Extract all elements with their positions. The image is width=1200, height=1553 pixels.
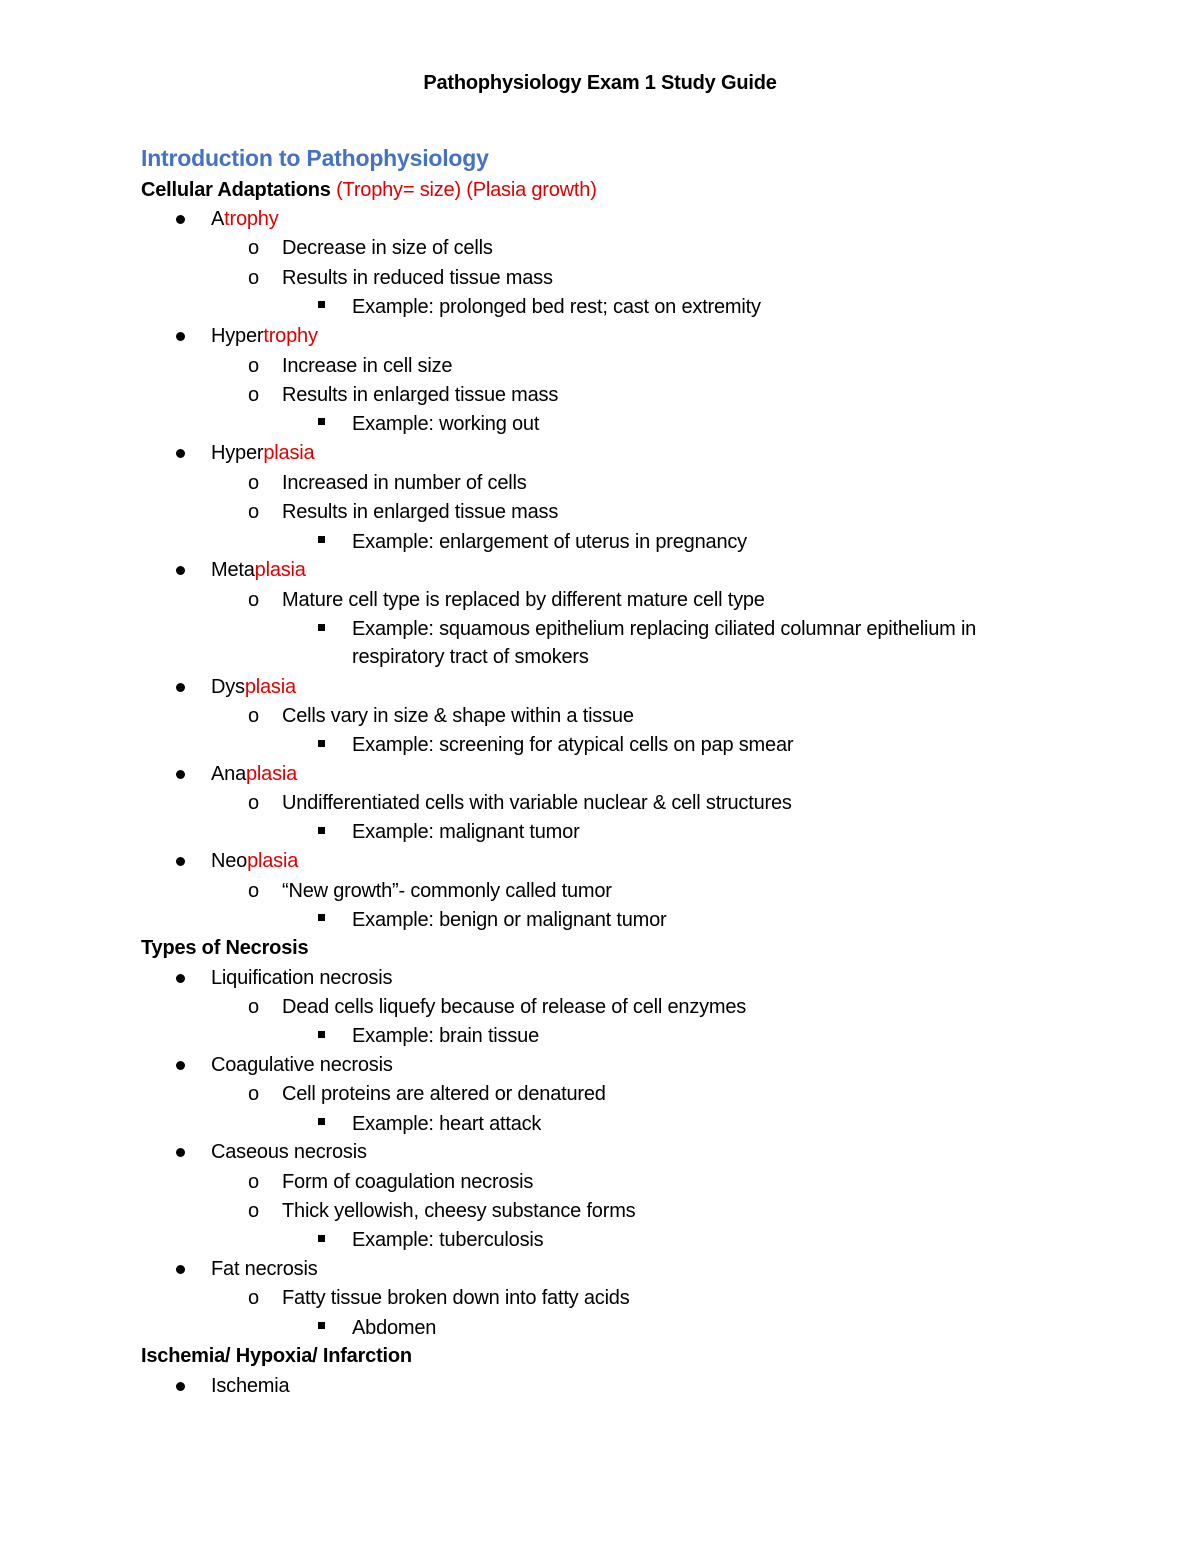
square-bullet-icon: [318, 1118, 325, 1125]
square-bullet-icon: [318, 301, 325, 308]
list-item: Cells vary in size & shape within a tissue: [282, 705, 634, 727]
square-bullet-icon: [318, 740, 325, 747]
circle-bullet-icon: o: [248, 1171, 260, 1193]
bullet-icon: [176, 683, 185, 692]
example-item: Example: prolonged bed rest; cast on extremity: [352, 296, 761, 318]
term-metaplasia: [211, 556, 306, 585]
term-prefix: Ana: [211, 763, 246, 785]
term-highlight: plasia: [254, 559, 306, 581]
list-item: Decrease in size of cells: [282, 237, 493, 259]
term-prefix: Hyper: [211, 442, 264, 464]
term-prefix: Dys: [211, 676, 245, 698]
necrosis-type: Liquification necrosis: [211, 967, 393, 989]
example-item: Abdomen: [352, 1317, 437, 1339]
term-highlight: plasia: [263, 442, 315, 464]
list-item: Dead cells liquefy because of release of cell enzymes: [282, 996, 747, 1018]
necrosis-type: Fat necrosis: [211, 1258, 318, 1280]
term-anaplasia: [211, 760, 297, 789]
list-item: Cell proteins are altered or denatured: [282, 1083, 606, 1105]
term-hyperplasia: [211, 439, 314, 468]
example-item: Example: brain tissue: [352, 1025, 540, 1047]
term-prefix: A: [211, 208, 225, 230]
bullet-icon: [176, 974, 185, 983]
circle-bullet-icon: o: [248, 501, 260, 523]
bullet-icon: [176, 857, 185, 866]
necrosis-type: Caseous necrosis: [211, 1141, 367, 1163]
circle-bullet-icon: o: [248, 384, 260, 406]
necrosis-type: Coagulative necrosis: [211, 1054, 393, 1076]
square-bullet-icon: [318, 418, 325, 425]
square-bullet-icon: [318, 1235, 325, 1242]
example-item-continued: respiratory tract of smokers: [352, 646, 589, 668]
term-highlight: trophy: [263, 325, 318, 347]
list-item: Results in enlarged tissue mass: [282, 501, 559, 523]
square-bullet-icon: [318, 827, 325, 834]
list-item: Form of coagulation necrosis: [282, 1171, 534, 1193]
square-bullet-icon: [318, 1322, 325, 1329]
subheading-note: (Trophy= size) (Plasia growth): [336, 179, 597, 201]
bullet-icon: [176, 1382, 185, 1391]
section-heading-introduction: Introduction to Pathophysiology: [141, 145, 489, 171]
term-highlight: plasia: [247, 850, 299, 872]
bullet-icon: [176, 770, 185, 779]
circle-bullet-icon: o: [248, 472, 260, 494]
circle-bullet-icon: o: [248, 996, 260, 1018]
example-item: Example: screening for atypical cells on pap smear: [352, 734, 794, 756]
list-item: Results in enlarged tissue mass: [282, 384, 559, 406]
circle-bullet-icon: o: [248, 1200, 260, 1222]
term-highlight: trophy: [224, 208, 279, 230]
circle-bullet-icon: o: [248, 705, 260, 727]
list-item: “New growth”- commonly called tumor: [282, 880, 612, 902]
list-item: Thick yellowish, cheesy substance forms: [282, 1200, 636, 1222]
list-item: Fatty tissue broken down into fatty acids: [282, 1287, 630, 1309]
document-title: Pathophysiology Exam 1 Study Guide: [423, 72, 777, 94]
circle-bullet-icon: o: [248, 355, 260, 377]
example-item: Example: malignant tumor: [352, 821, 580, 843]
term-prefix: Neo: [211, 850, 248, 872]
circle-bullet-icon: o: [248, 880, 260, 902]
term-highlight: plasia: [244, 676, 296, 698]
example-item: Example: benign or malignant tumor: [352, 909, 667, 931]
subheading-types-of-necrosis: Types of Necrosis: [141, 937, 309, 959]
example-item: Example: heart attack: [352, 1113, 542, 1135]
term-hypertrophy: [211, 322, 318, 351]
square-bullet-icon: [318, 624, 325, 631]
circle-bullet-icon: o: [248, 792, 260, 814]
example-item: Example: working out: [352, 413, 540, 435]
subheading-ischemia: Ischemia/ Hypoxia/ Infarction: [141, 1345, 412, 1367]
bullet-icon: [176, 449, 185, 458]
bullet-icon: [176, 215, 185, 224]
term-neoplasia: [211, 847, 298, 876]
circle-bullet-icon: o: [248, 1083, 260, 1105]
bullet-icon: [176, 1061, 185, 1070]
list-item: Increased in number of cells: [282, 472, 527, 494]
list-item: Ischemia: [211, 1375, 290, 1397]
list-item: Undifferentiated cells with variable nuclear & cell structures: [282, 792, 792, 814]
bullet-icon: [176, 332, 185, 341]
term-prefix: Hyper: [211, 325, 264, 347]
subheading-label: Cellular Adaptations: [141, 179, 331, 201]
circle-bullet-icon: o: [248, 267, 260, 289]
circle-bullet-icon: o: [248, 237, 260, 259]
term-dysplasia: [211, 673, 296, 702]
term-atrophy: [211, 205, 279, 234]
subheading-cellular-adaptations: [141, 176, 597, 205]
square-bullet-icon: [318, 914, 325, 921]
list-item: Mature cell type is replaced by different mature cell type: [282, 589, 765, 611]
bullet-icon: [176, 566, 185, 575]
example-item: Example: tuberculosis: [352, 1229, 544, 1251]
square-bullet-icon: [318, 1031, 325, 1038]
bullet-icon: [176, 1265, 185, 1274]
list-item: Results in reduced tissue mass: [282, 267, 553, 289]
square-bullet-icon: [318, 536, 325, 543]
circle-bullet-icon: o: [248, 1287, 260, 1309]
circle-bullet-icon: o: [248, 589, 260, 611]
term-highlight: plasia: [246, 763, 298, 785]
example-item: Example: enlargement of uterus in pregnancy: [352, 531, 747, 553]
term-prefix: Meta: [211, 559, 255, 581]
bullet-icon: [176, 1148, 185, 1157]
example-item: Example: squamous epithelium replacing ciliated columnar epithelium in: [352, 618, 977, 640]
list-item: Increase in cell size: [282, 355, 453, 377]
